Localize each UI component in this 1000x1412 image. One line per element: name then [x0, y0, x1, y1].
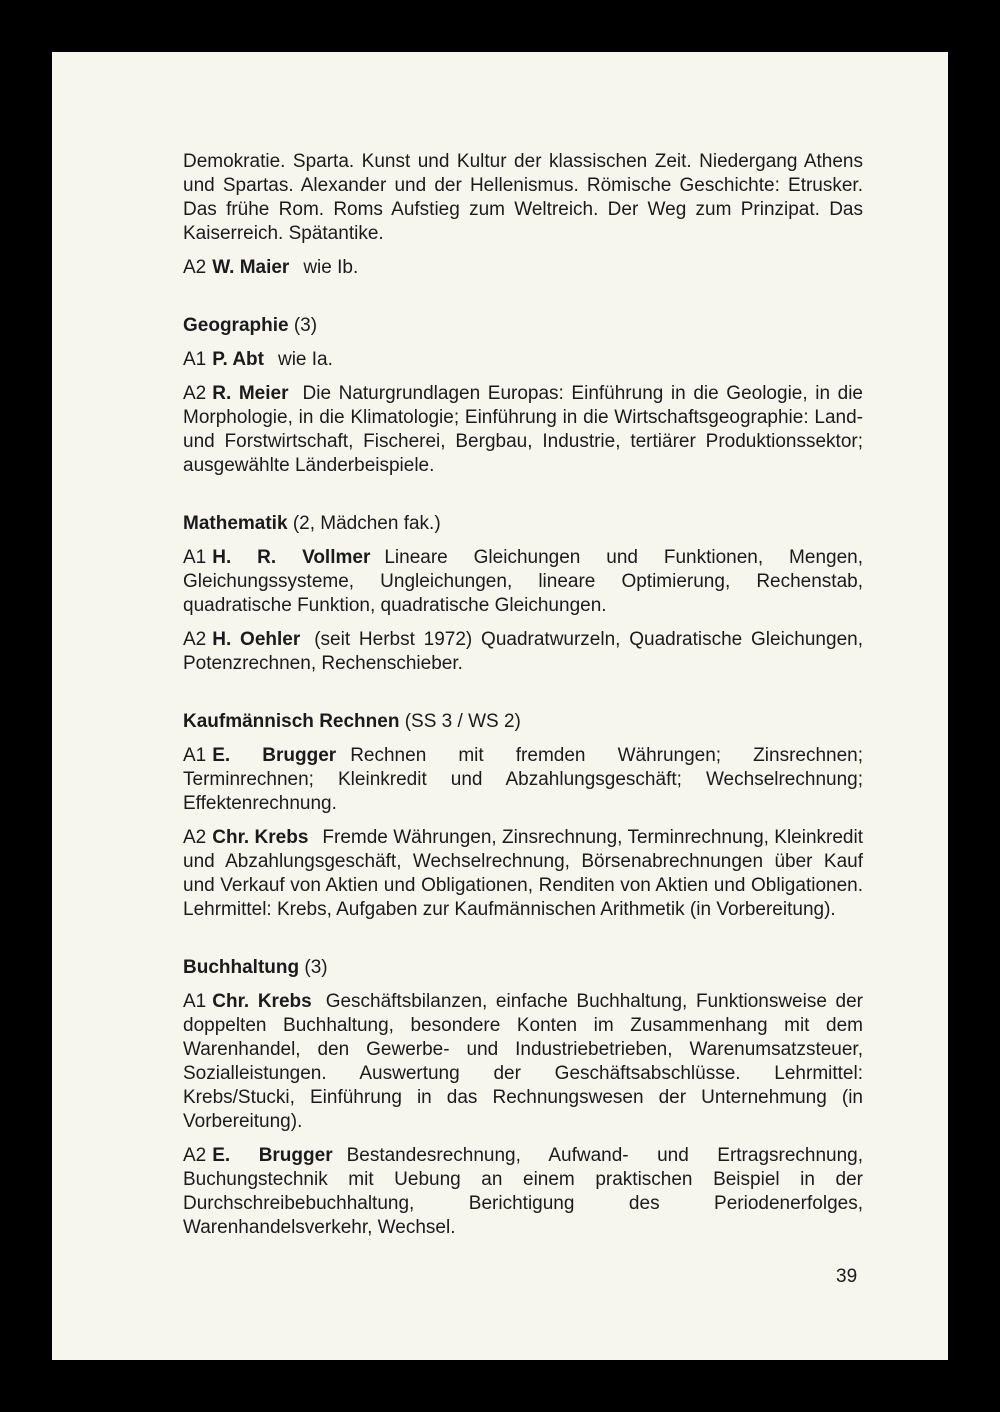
entry-text: wie Ib. [303, 257, 359, 278]
entry-text: Fremde Währungen, Zinsrechnung, Terminrechnung, Kleinkredit und Abzahlungsgeschäft, Wechselrechnung, Börsenabrechnungen über Kauf und Verkauf von Aktien und Obligationen, Renditen von Aktien und Obligationen. Lehrmittel: Krebs, Aufgaben zur Kaufmännischen Arithmetik (in Vorbereitung). [183, 827, 863, 920]
entry-code: A1 [183, 745, 207, 766]
entry-teacher: W. Maier [212, 257, 290, 278]
scanned-page [52, 52, 948, 1360]
page-number: 39 [836, 1266, 858, 1287]
entry-teacher: H. Oehler [212, 629, 301, 650]
course-entry [183, 628, 863, 676]
entry-text: Geschäftsbilanzen, einfache Buchhaltung, Funktionsweise der doppelten Buchhaltung, besondere Konten im Zusammenhang mit dem Warenhandel, den Gewerbe- und Industriebetrieben, Warenumsatzsteuer, Sozialleistungen. Auswertung der Geschäftsabschlüsse. Lehrmittel: Krebs/Stucki, Einführung in das Rechnungswesen der Unternehmung (in Vorbereitung). [183, 991, 864, 1132]
course-entry [183, 546, 863, 618]
entry-teacher: Chr. Krebs [212, 827, 309, 848]
entry-text: wie Ia. [277, 349, 333, 370]
entry-teacher: P. Abt [212, 349, 264, 370]
entry-code: A1 [183, 991, 207, 1012]
intro-paragraph: Demokratie. Sparta. Kunst und Kultur der klassischen Zeit. Niedergang Athens und Spartas. Alexander und der Hellenismus. Römische Geschichte: Etrusker. Das frühe Rom. Roms Aufstieg zum Weltreich. Der Weg zum Prinzipat. Das Kaiserreich. Spätantike. [183, 151, 863, 244]
entry-text: Rechnen mit fremden Währungen; Zinsrechnen; Terminrechnen; Kleinkredit und Abzahlungsgeschäft; Wechselrechnung; Effektenrechnung. [183, 745, 864, 814]
section-detail: (3) [304, 957, 328, 978]
section-title: Mathematik [183, 513, 288, 534]
section-detail: (2, Mädchen fak.) [292, 513, 441, 534]
entry-code: A2 [183, 383, 207, 404]
entry-teacher: E. Brugger [212, 745, 337, 766]
entry-teacher: R. Meier [212, 383, 289, 404]
section-title: Kaufmännisch Rechnen [183, 711, 400, 732]
section-title: Geographie [183, 315, 289, 336]
section-detail: (3) [293, 315, 318, 336]
entry-text: Die Naturgrundlagen Europas: Einführung in die Geologie, in die Morphologie, in die Klimatologie; Einführung in die Wirtschaftsgeographie: Land- und Forstwirtschaft, Fischerei, Bergbau, Industrie, tertiärer Produktionssektor; ausgewählte Länderbeispiele. [183, 383, 863, 476]
section-title: Buchhaltung [183, 957, 300, 978]
section-heading-mathematik [183, 512, 863, 536]
entry-teacher: Chr. Krebs [212, 991, 312, 1012]
course-entry [183, 1144, 863, 1240]
entry-code: A2 [183, 827, 207, 848]
course-entry [183, 382, 863, 478]
entry-text: (seit Herbst 1972) Quadratwurzeln, Quadratische Gleichungen, Potenzrechnen, Rechenschieber. [183, 629, 863, 674]
course-entry [183, 744, 863, 816]
section-heading-geographie [183, 314, 863, 338]
entry-teacher: H. R. Vollmer [212, 547, 371, 568]
course-entry [183, 348, 863, 372]
page-content [183, 150, 863, 1250]
course-entry [183, 826, 863, 922]
entry-text: Lineare Gleichungen und Funktionen, Mengen, Gleichungssysteme, Ungleichungen, lineare Optimierung, Rechenstab, quadratische Funktion, quadratische Gleichungen. [183, 547, 863, 616]
entry-code: A1 [183, 349, 207, 370]
entry-code: A2 [183, 629, 207, 650]
section-heading-buchhaltung [183, 956, 863, 980]
section-heading-kaufmaennisch-rechnen [183, 710, 863, 734]
entry-code: A2 [183, 257, 207, 278]
entry-code: A1 [183, 547, 207, 568]
entry-teacher: E. Brugger [212, 1145, 333, 1166]
entry-code: A2 [183, 1145, 207, 1166]
course-entry [183, 990, 863, 1134]
section-detail: (SS 3 / WS 2) [404, 711, 521, 732]
intro-entry [183, 256, 863, 280]
entry-text: Bestandesrechnung, Aufwand- und Ertragsrechnung, Buchungstechnik mit Uebung an einem praktischen Beispiel in der Durchschreibebuchhaltung, Berichtigung des Periodenerfolges, Warenhandelsverkehr, Wechsel. [183, 1145, 864, 1238]
